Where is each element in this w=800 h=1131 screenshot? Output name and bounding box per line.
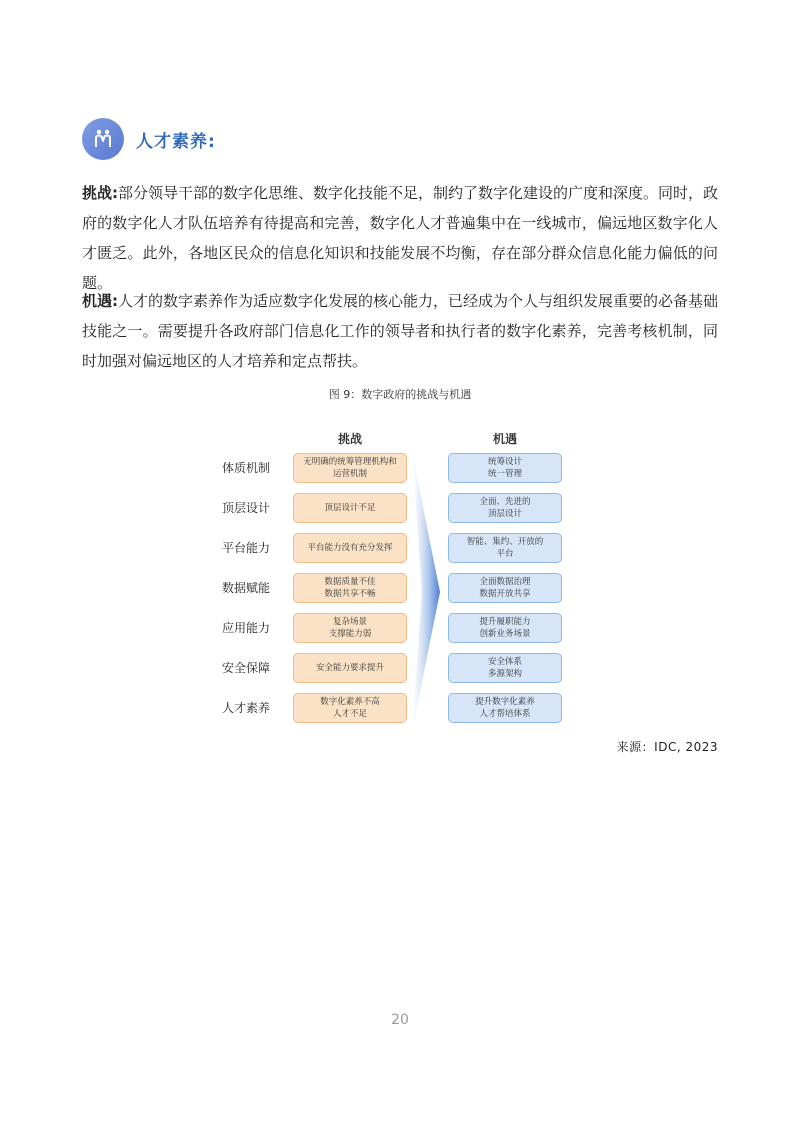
row-label: 应用能力 — [222, 621, 271, 635]
section-title: 人才素养: — [136, 131, 216, 152]
opportunity-text: 数据开放共享 — [479, 589, 531, 599]
row-label: 安全保障 — [222, 661, 271, 675]
opportunity-text: 全面数据治理 — [479, 577, 531, 587]
challenge-box — [293, 693, 407, 723]
people-icon — [82, 118, 124, 160]
page-number: 20 — [391, 1012, 409, 1028]
row-label: 平台能力 — [222, 541, 271, 555]
challenge-box — [293, 653, 407, 683]
challenge-box — [293, 613, 407, 643]
paragraph-label: 挑战: — [82, 184, 118, 202]
arrow-icon — [412, 452, 440, 732]
opportunity-text: 提升数字化素养 — [475, 697, 535, 707]
paragraph-label: 机遇: — [82, 292, 118, 310]
opportunity-text: 平台 — [496, 549, 514, 559]
challenge-text: 人才不足 — [332, 709, 367, 719]
challenge-text: 数据共享不畅 — [324, 589, 376, 599]
challenge-text: 无明确的统筹管理机构和 — [303, 457, 397, 467]
challenge-text: 数字化素养不高 — [320, 697, 380, 707]
opportunity-text: 统一管理 — [487, 469, 522, 479]
opportunity-box — [448, 493, 562, 523]
figure-caption: 图 9：数字政府的挑战与机遇 — [328, 388, 472, 401]
paragraph-text: 部分领导干部的数字化思维、数字化技能不足，制约了数字化建设的广度和深度。同时，政府的数字化人才队伍培养有待提高和完善，数字化人才普遍集中在一线城市，偏远地区数字化人才匮乏。此外，各地区民众的信息化知识和技能发展不均衡，存在部分群众信息化能力偏低的问题。 — [82, 184, 719, 292]
figure-source: 来源：IDC, 2023 — [616, 740, 718, 754]
challenge-text: 顶层设计不足 — [324, 503, 376, 513]
opportunity-box — [448, 613, 562, 643]
challenge-box — [293, 493, 407, 523]
opportunity-box — [448, 533, 562, 563]
challenge-paragraph — [82, 178, 718, 298]
opportunity-text: 多源架构 — [487, 669, 522, 679]
row-label: 数据赋能 — [222, 581, 271, 595]
opportunity-text: 提升履职能力 — [479, 617, 531, 627]
opportunity-box — [448, 693, 562, 723]
challenge-text: 平台能力没有充分发挥 — [307, 543, 393, 553]
challenge-text: 安全能力要求提升 — [315, 663, 384, 673]
challenge-text: 运营机制 — [332, 469, 367, 479]
opportunity-text: 智能、集约、开放的 — [466, 537, 544, 547]
challenge-column-header: 挑战 — [337, 432, 362, 446]
paragraph-text: 人才的数字素养作为适应数字化发展的核心能力，已经成为个人与组织发展重要的必备基础技能之一。需要提升各政府部门信息化工作的领导者和执行者的数字化素养，完善考核机制，同时加强对偏远地区的人才培养和定点帮扶。 — [82, 292, 719, 370]
opportunity-column-header: 机遇 — [492, 432, 517, 446]
row-label: 体质机制 — [222, 461, 271, 475]
opportunity-text: 全面、先进的 — [479, 497, 531, 507]
opportunity-text: 人才帮培体系 — [479, 709, 531, 719]
challenge-box — [293, 453, 407, 483]
section-header — [82, 118, 216, 160]
opportunity-text: 安全体系 — [487, 657, 522, 667]
opportunity-box — [448, 453, 562, 483]
opportunity-box — [448, 653, 562, 683]
opportunity-paragraph — [82, 286, 718, 376]
challenge-box — [293, 533, 407, 563]
row-label: 人才素养 — [222, 701, 271, 715]
opportunity-text: 创新业务场景 — [479, 629, 531, 639]
challenge-box — [293, 573, 407, 603]
challenge-text: 支撑能力弱 — [328, 629, 372, 639]
opportunity-text: 顶层设计 — [487, 509, 522, 519]
opportunity-text: 统筹设计 — [487, 457, 522, 467]
opportunity-box — [448, 573, 562, 603]
row-label: 顶层设计 — [222, 501, 271, 515]
challenge-text: 复杂场景 — [332, 617, 367, 627]
challenge-text: 数据质量不佳 — [324, 577, 376, 587]
